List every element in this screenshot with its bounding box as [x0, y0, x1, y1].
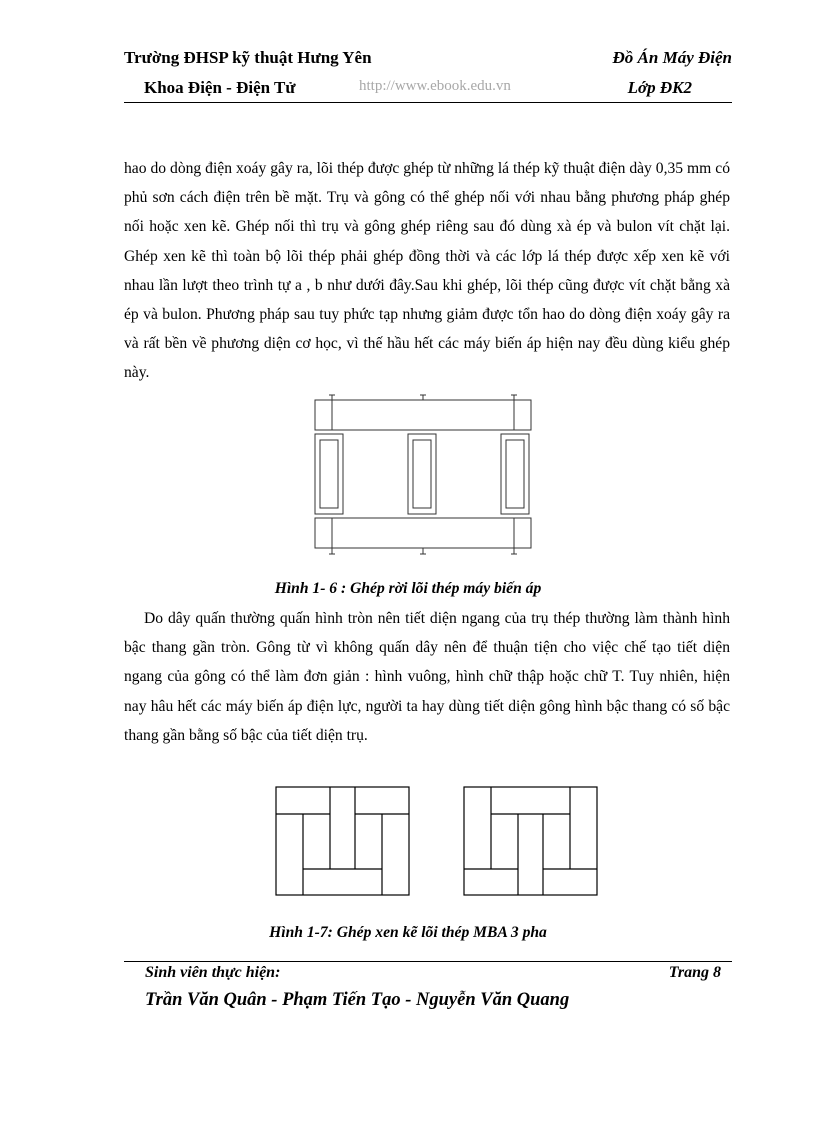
- body-paragraph-1: hao do dòng điện xoáy gây ra, lõi thép được ghép từ những lá thép kỹ thuật điện dày 0,35 mm có phủ sơn cách điện trên bề mặt. Trụ và gông có thể ghép nối với nhau bằng phương pháp ghép nối hoặc xen kẽ. Ghép nối thì trụ và gông ghép riêng sau đó dùng xà ép và bulon vít chặt lại. Ghép xen kẽ thì toàn bộ lõi thép phải ghép đồng thời và các lớp lá thép được xếp xen kẽ với nhau lần lượt theo trình tự a , b như dưới đây.Sau khi ghép, lõi thép cũng được vít chặt bằng xà ép và bulon. Phương pháp sau tuy phức tạp nhưng giảm được tổn hao do dòng điện xoáy gây ra và rất bền về phương diện cơ học, vì thế hầu hết các máy biến áp hiện nay đều dùng kiểu ghép này.: [124, 160, 730, 382]
- figure-1-7-right-lamination: [463, 786, 599, 898]
- page-number: Trang 8: [668, 964, 721, 981]
- middle-limb: [408, 434, 436, 514]
- figure-1-6-core-diagram: [310, 392, 536, 562]
- source-url[interactable]: http://www.ebook.edu.vn: [359, 78, 511, 94]
- header-divider: [124, 102, 732, 103]
- class-name: Lớp ĐK2: [627, 78, 692, 97]
- left-limb: [315, 434, 343, 514]
- body-paragraph-2: Do dây quấn thường quấn hình tròn nên tiết diện ngang của trụ thép thường làm thành hình bậc thang gần tròn. Gông từ vì không quấn dây nên để thuận tiện cho việc chế tạo tiết diện ngang của gông có thể làm đơn giản : hình vuông, hình chữ thập hoặc chữ T. Tuy nhiên, hiện nay hâu hết các máy biến áp điện lực, người ta hay dùng tiết diện gông hình bậc thang có số bậc thang gần bằng số bậc của tiết diện trụ.: [124, 610, 730, 744]
- bottom-yoke: [315, 518, 531, 548]
- top-yoke: [315, 400, 531, 430]
- school-name: Trường ĐHSP kỹ thuật Hưng Yên: [124, 48, 372, 67]
- footer-divider: [124, 961, 732, 962]
- figure-1-7-left-lamination: [275, 786, 411, 898]
- faculty-name: Khoa Điện - Điện Tử: [144, 78, 296, 97]
- right-limb: [501, 434, 529, 514]
- footer-label: Sinh viên thực hiện:: [145, 964, 281, 981]
- figure-1-6-caption: Hình 1- 6 : Ghép rời lõi thép máy biến áp: [274, 580, 542, 597]
- project-title: Đồ Án Máy Điện: [612, 48, 732, 67]
- figure-1-7-caption: Hình 1-7: Ghép xen kẽ lõi thép MBA 3 pha: [269, 924, 547, 941]
- student-names: Trần Văn Quân - Phạm Tiến Tạo - Nguyễn Văn Quang: [145, 990, 570, 1010]
